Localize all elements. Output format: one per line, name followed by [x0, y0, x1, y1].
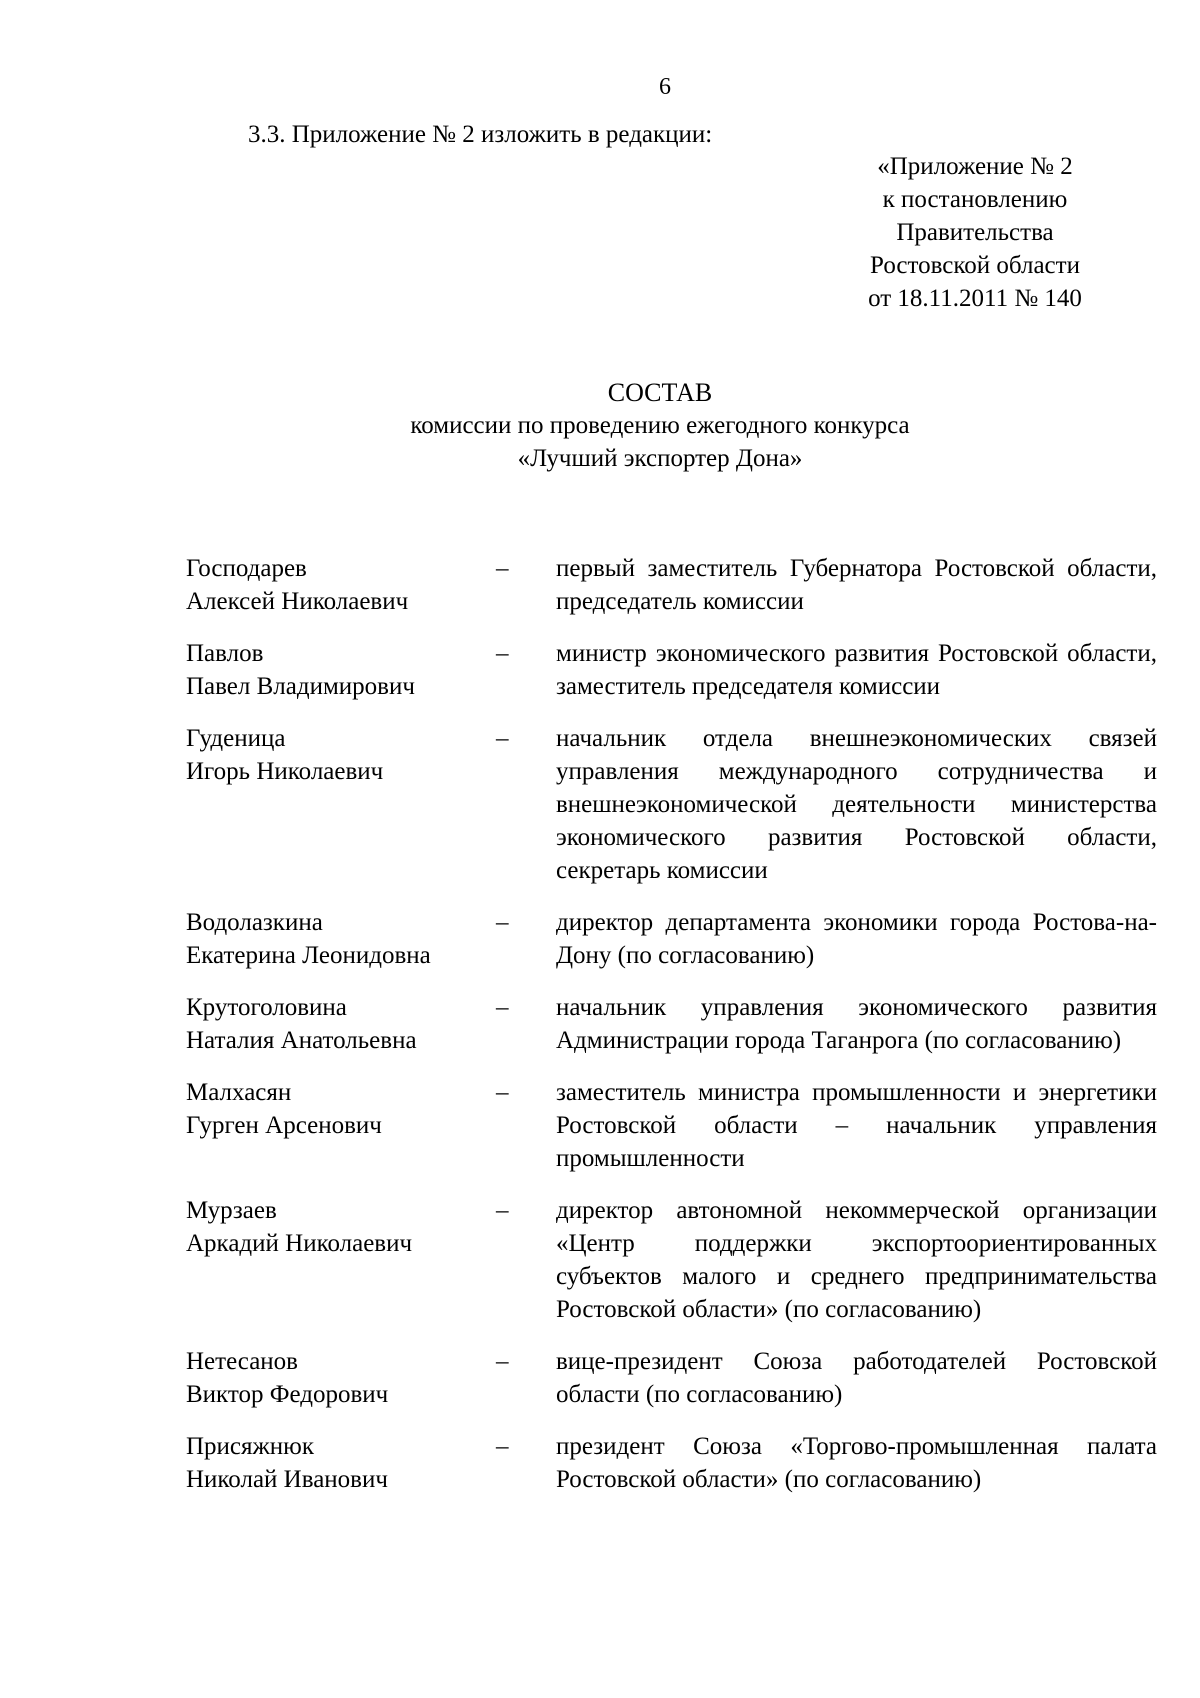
member-given-name: Екатерина Леонидовна: [186, 942, 431, 969]
member-given-name: Игорь Николаевич: [186, 758, 384, 785]
member-name: [186, 1430, 496, 1496]
dash-separator: –: [496, 1079, 509, 1106]
member-role: начальник управления экономического развития Администрации города Таганрога (по согласованию): [556, 994, 1157, 1054]
dash-separator: –: [496, 1348, 509, 1375]
list-item: [186, 1076, 1157, 1175]
member-role: президент Союза «Торгово-промышленная палата Ростовской области» (по согласованию): [556, 1433, 1157, 1493]
dash-separator: –: [496, 640, 509, 667]
list-item: [186, 1194, 1157, 1326]
member-given-name: Виктор Федорович: [186, 1381, 389, 1408]
member-given-name: Гурген Арсенович: [186, 1112, 382, 1139]
appendix-header: [850, 150, 1100, 315]
member-name: [186, 1076, 496, 1142]
member-role: начальник отдела внешнеэкономических связей управления международного сотрудничества и внешнеэкономической деятельности министерства экономического развития Ростовской области, секретарь комиссии: [556, 725, 1157, 884]
member-name: [186, 722, 496, 788]
member-role: первый заместитель Губернатора Ростовской области, председатель комиссии: [556, 555, 1157, 615]
member-surname: Крутоголовина: [186, 994, 347, 1021]
member-name: [186, 906, 496, 972]
member-given-name: Аркадий Николаевич: [186, 1230, 413, 1257]
member-name: [186, 991, 496, 1057]
list-item: [186, 552, 1157, 618]
heading-title: СОСТАВ: [607, 378, 713, 407]
member-surname: Присяжнюк: [186, 1433, 315, 1460]
member-role: директор департамента экономики города Ростова-на-Дону (по согласованию): [556, 909, 1157, 969]
intro-paragraph: 3.3. Приложение № 2 изложить в редакции:: [248, 121, 713, 148]
member-surname: Нетесанов: [186, 1348, 298, 1375]
dash-separator: –: [496, 1197, 509, 1224]
list-item: [186, 722, 1157, 887]
member-surname: Павлов: [186, 640, 264, 667]
member-surname: Гуденица: [186, 725, 286, 752]
dash-separator: –: [496, 994, 509, 1021]
member-name: [186, 552, 496, 618]
dash-separator: –: [496, 555, 509, 582]
member-surname: Мурзаев: [186, 1197, 277, 1224]
list-item: [186, 906, 1157, 972]
member-given-name: Наталия Анатольевна: [186, 1027, 417, 1054]
heading-subtitle: «Лучший экспортер Дона»: [517, 445, 803, 472]
member-role: министр экономического развития Ростовской области, заместитель председателя комиссии: [556, 640, 1157, 700]
dash-separator: –: [496, 1433, 509, 1460]
document-heading: [360, 376, 960, 475]
member-list: [186, 552, 1157, 1496]
member-name: [186, 1194, 496, 1260]
dash-separator: –: [496, 725, 509, 752]
member-name: [186, 637, 496, 703]
dash-separator: –: [496, 909, 509, 936]
list-item: [186, 991, 1157, 1057]
appendix-line: от 18.11.2011 № 140: [868, 285, 1082, 312]
appendix-line: «Приложение № 2: [877, 153, 1073, 180]
list-item: [186, 637, 1157, 703]
list-item: [186, 1430, 1157, 1496]
member-given-name: Павел Владимирович: [186, 673, 415, 700]
appendix-line: Правительства: [896, 219, 1054, 246]
member-role: директор автономной некоммерческой организации «Центр поддержки экспортоориентированных субъектов малого и среднего предпринимательства Ростовской области» (по согласованию): [556, 1197, 1157, 1323]
member-given-name: Алексей Николаевич: [186, 588, 409, 615]
member-surname: Господарев: [186, 555, 307, 582]
member-given-name: Николай Иванович: [186, 1466, 388, 1493]
member-surname: Водолазкина: [186, 909, 323, 936]
list-item: [186, 1345, 1157, 1411]
page-number: 6: [659, 74, 671, 100]
member-role: заместитель министра промышленности и энергетики Ростовской области – начальник управления промышленности: [556, 1079, 1157, 1172]
member-name: [186, 1345, 496, 1411]
member-role: вице-президент Союза работодателей Ростовской области (по согласованию): [556, 1348, 1157, 1408]
heading-subtitle: комиссии по проведению ежегодного конкурса: [410, 412, 910, 439]
member-surname: Малхасян: [186, 1079, 292, 1106]
appendix-line: к постановлению: [882, 186, 1068, 213]
appendix-line: Ростовской области: [870, 252, 1080, 279]
